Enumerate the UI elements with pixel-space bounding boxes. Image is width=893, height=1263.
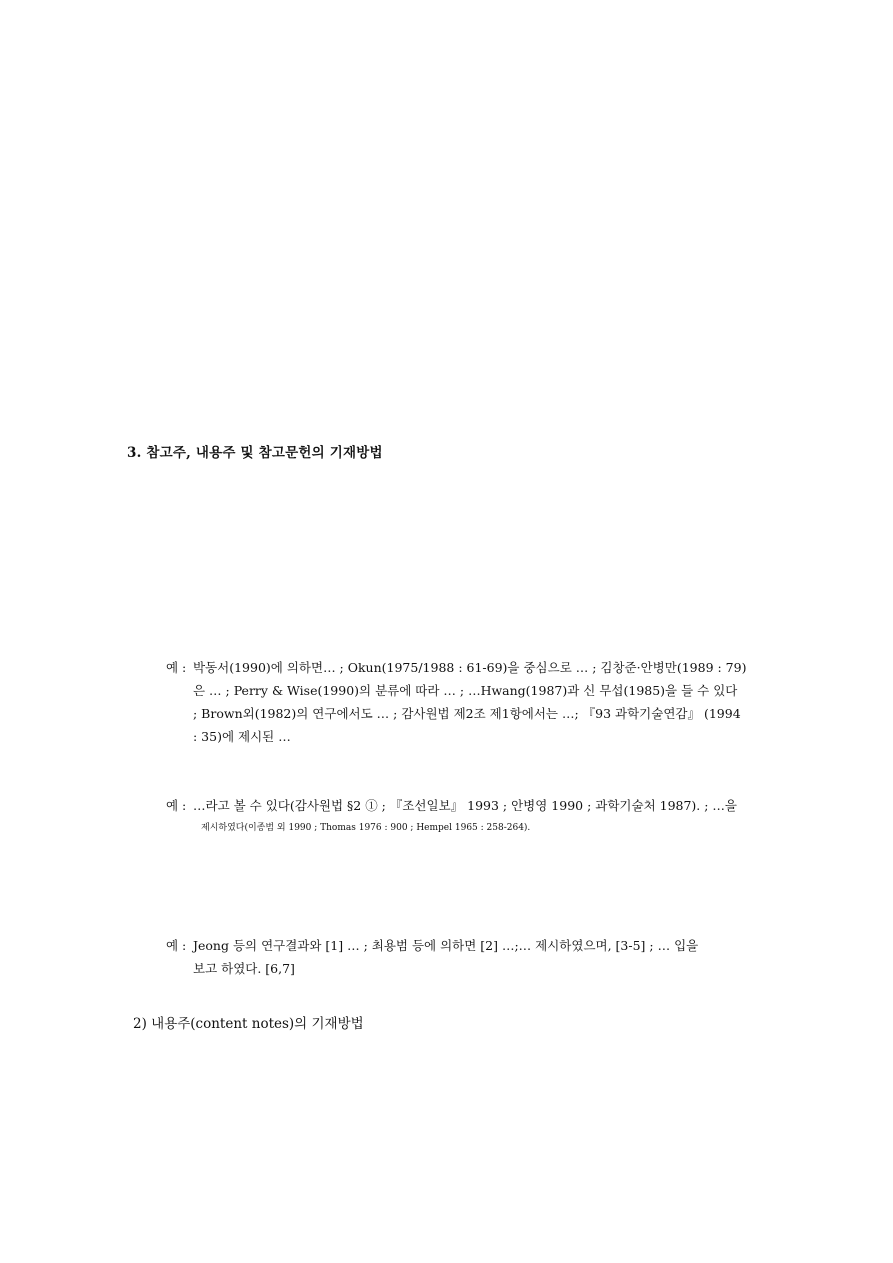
example-line: 보고 하였다. [6,7] (193, 961, 295, 976)
example-label: 예 : (166, 938, 187, 953)
subsection-heading: 2) 내용주(content notes)의 기재방법 (133, 1016, 364, 1032)
example-label: 예 : (166, 798, 187, 813)
example-block-2 (166, 794, 766, 840)
example-line: 은 … ; Perry & Wise(1990)의 분류에 따라 … ; …Hwang(1987)과 신 무섭(1985)을 들 수 있다 (193, 683, 738, 698)
example-line: 박동서(1990)에 의하면… ; Okun(1975/1988 : 61-69)을 중심으로 … ; 김창준·안병만(1989 : 79) (193, 660, 747, 675)
example-line: 제시하였다(이종범 외 1990 ; Thomas 1976 : 900 ; Hempel 1965 : 258-264). (201, 823, 531, 833)
example-line: Jeong 등의 연구결과와 [1] … ; 최용범 등에 의하면 [2] …;… 제시하였으며, [3-5] ; … 입을 (193, 938, 699, 953)
example-text (193, 656, 766, 748)
example-line: ; Brown외(1982)의 연구에서도 … ; 감사원법 제2조 제1항에서는 …; 『93 과학기술연감』 (1994 (193, 706, 741, 721)
section-heading: 3. 참고주, 내용주 및 참고문헌의 기재방법 (127, 445, 383, 461)
example-line: …라고 볼 수 있다(감사원법 §2 ① ; 『조선일보』 1993 ; 안병영 1990 ; 과학기술처 1987). ; …을 (193, 798, 738, 813)
example-text (193, 794, 766, 840)
example-text (193, 934, 766, 980)
example-line: : 35)에 제시된 … (193, 729, 291, 744)
example-label: 예 : (166, 660, 187, 675)
example-block-3 (166, 934, 766, 980)
example-block-1 (166, 656, 766, 748)
